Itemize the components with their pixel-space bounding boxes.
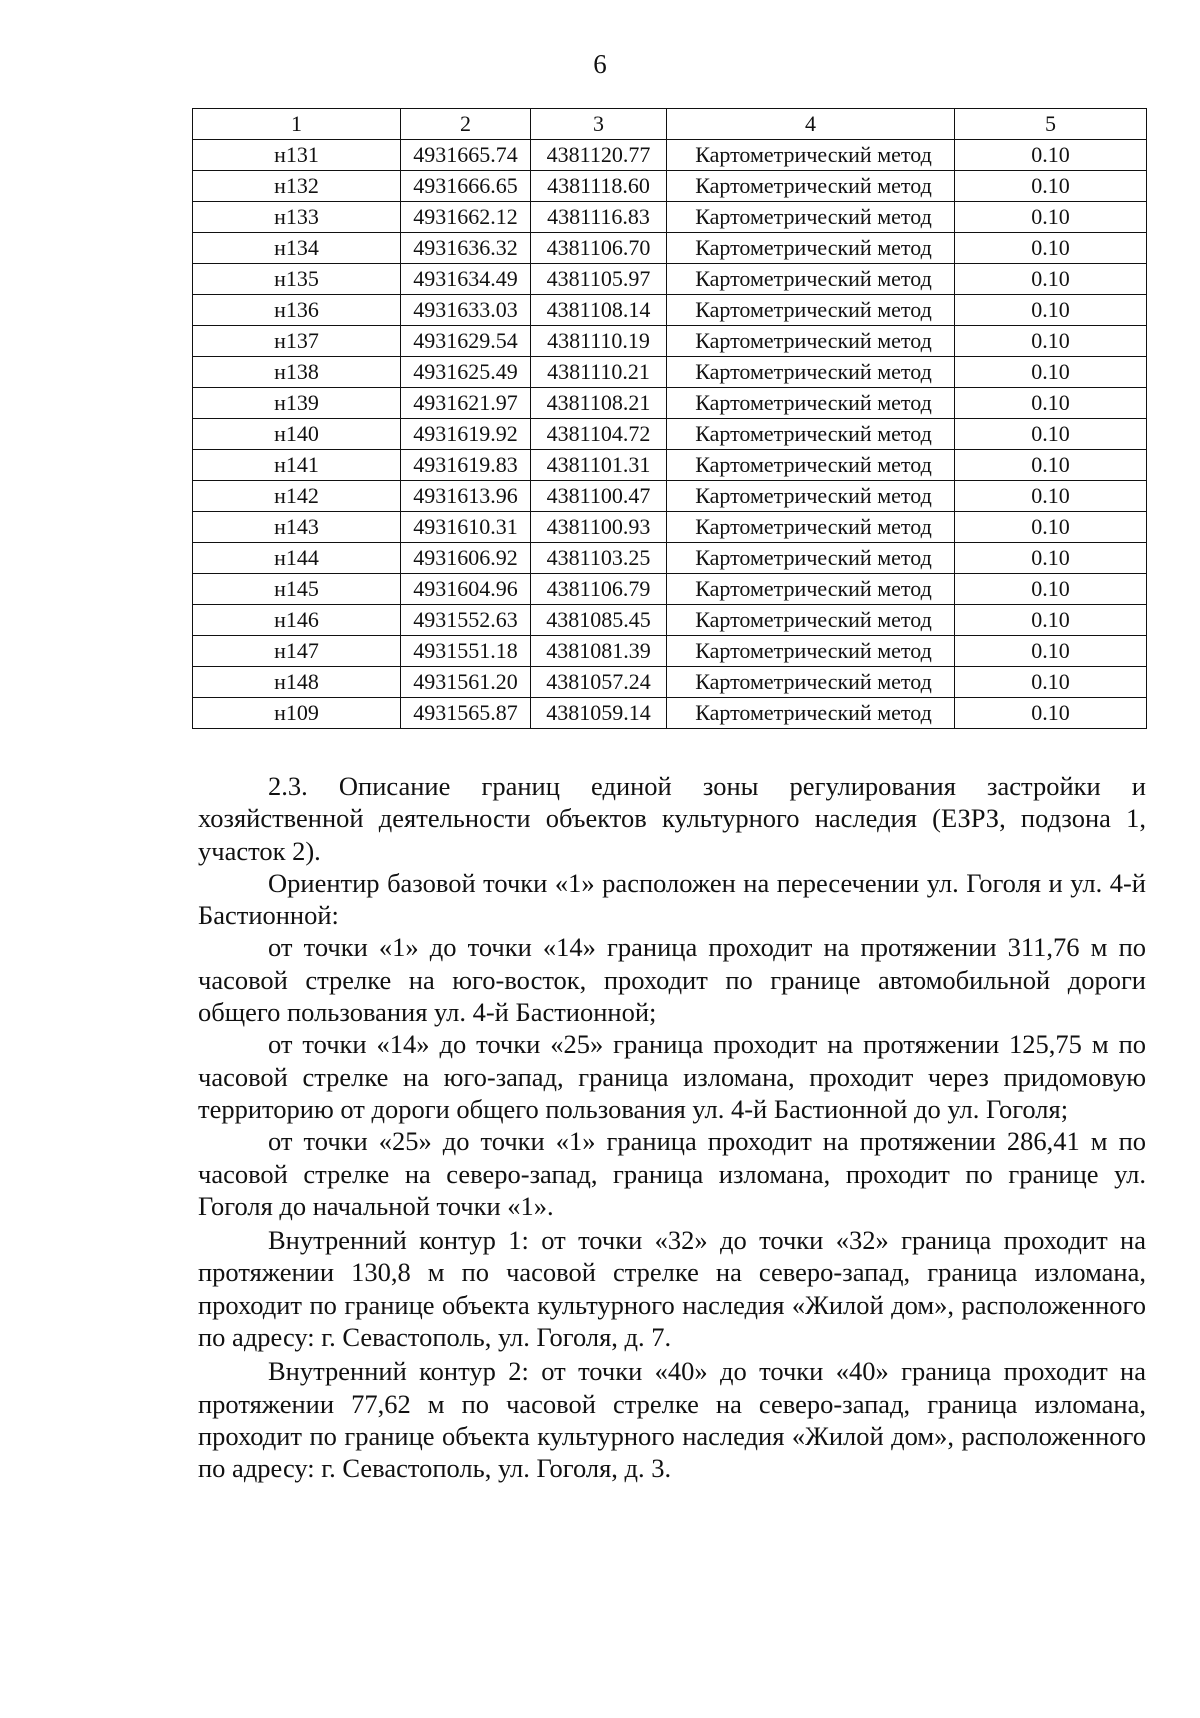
x-coordinate-cell: 4931613.96 <box>401 481 531 512</box>
y-coordinate-cell: 4381103.25 <box>531 543 667 574</box>
point-id-cell: н109 <box>193 698 401 729</box>
x-coordinate-cell: 4931604.96 <box>401 574 531 605</box>
y-coordinate-cell: 4381085.45 <box>531 605 667 636</box>
section-heading-paragraph: 2.3. Описание границ единой зоны регулирования застройки и хозяйственной деятельности объектов культурного наследия (ЕЗРЗ, подзона 1, участок 2). <box>198 771 1146 866</box>
method-cell: Картометрический метод <box>667 326 955 357</box>
text-paragraph: от точки «1» до точки «14» граница проходит на протяжении 311,76 м по часовой стрелке на юго-восток, проходит по границе автомобильной дороги общего пользования ул. 4-й Бастионной; <box>198 932 1146 1028</box>
accuracy-cell: 0.10 <box>955 605 1147 636</box>
text-paragraph: Ориентир базовой точки «1» расположен на пересечении ул. Гоголя и ул. 4-й Бастионной: <box>198 867 1146 931</box>
body-text <box>198 770 1146 1485</box>
coordinates-table <box>192 108 1147 729</box>
method-cell: Картометрический метод <box>667 450 955 481</box>
method-cell: Картометрический метод <box>667 233 955 264</box>
accuracy-cell: 0.10 <box>955 481 1147 512</box>
point-id-cell: н138 <box>193 357 401 388</box>
table-row <box>193 512 1147 543</box>
table-row <box>193 698 1147 729</box>
x-coordinate-cell: 4931552.63 <box>401 605 531 636</box>
table-row <box>193 326 1147 357</box>
x-coordinate-cell: 4931610.31 <box>401 512 531 543</box>
x-coordinate-cell: 4931665.74 <box>401 140 531 171</box>
point-id-cell: н135 <box>193 264 401 295</box>
y-coordinate-cell: 4381104.72 <box>531 419 667 450</box>
y-coordinate-cell: 4381120.77 <box>531 140 667 171</box>
table-row <box>193 574 1147 605</box>
y-coordinate-cell: 4381105.97 <box>531 264 667 295</box>
point-id-cell: н142 <box>193 481 401 512</box>
method-cell: Картометрический метод <box>667 419 955 450</box>
accuracy-cell: 0.10 <box>955 295 1147 326</box>
table-row <box>193 450 1147 481</box>
accuracy-cell: 0.10 <box>955 202 1147 233</box>
accuracy-cell: 0.10 <box>955 574 1147 605</box>
y-coordinate-cell: 4381108.21 <box>531 388 667 419</box>
table-row <box>193 667 1147 698</box>
point-id-cell: н148 <box>193 667 401 698</box>
accuracy-cell: 0.10 <box>955 450 1147 481</box>
y-coordinate-cell: 4381081.39 <box>531 636 667 667</box>
table-row <box>193 171 1147 202</box>
x-coordinate-cell: 4931619.92 <box>401 419 531 450</box>
y-coordinate-cell: 4381100.93 <box>531 512 667 543</box>
table-row <box>193 140 1147 171</box>
y-coordinate-cell: 4381110.21 <box>531 357 667 388</box>
x-coordinate-cell: 4931634.49 <box>401 264 531 295</box>
accuracy-cell: 0.10 <box>955 326 1147 357</box>
y-coordinate-cell: 4381118.60 <box>531 171 667 202</box>
table-row <box>193 295 1147 326</box>
method-cell: Картометрический метод <box>667 388 955 419</box>
point-id-cell: н139 <box>193 388 401 419</box>
y-coordinate-cell: 4381059.14 <box>531 698 667 729</box>
accuracy-cell: 0.10 <box>955 543 1147 574</box>
point-id-cell: н133 <box>193 202 401 233</box>
accuracy-cell: 0.10 <box>955 233 1147 264</box>
x-coordinate-cell: 4931551.18 <box>401 636 531 667</box>
accuracy-cell: 0.10 <box>955 388 1147 419</box>
point-id-cell: н147 <box>193 636 401 667</box>
accuracy-cell: 0.10 <box>955 636 1147 667</box>
column-header: 1 <box>193 109 401 140</box>
y-coordinate-cell: 4381106.79 <box>531 574 667 605</box>
column-header: 2 <box>401 109 531 140</box>
accuracy-cell: 0.10 <box>955 171 1147 202</box>
table-row <box>193 233 1147 264</box>
point-id-cell: н145 <box>193 574 401 605</box>
method-cell: Картометрический метод <box>667 667 955 698</box>
table-row <box>193 419 1147 450</box>
accuracy-cell: 0.10 <box>955 264 1147 295</box>
accuracy-cell: 0.10 <box>955 667 1147 698</box>
x-coordinate-cell: 4931629.54 <box>401 326 531 357</box>
method-cell: Картометрический метод <box>667 357 955 388</box>
y-coordinate-cell: 4381101.31 <box>531 450 667 481</box>
accuracy-cell: 0.10 <box>955 419 1147 450</box>
text-paragraph: от точки «25» до точки «1» граница проходит на протяжении 286,41 м по часовой стрелке на северо-запад, граница изломана, проходит по границе ул. Гоголя до начальной точки «1». <box>198 1126 1146 1221</box>
method-cell: Картометрический метод <box>667 481 955 512</box>
x-coordinate-cell: 4931633.03 <box>401 295 531 326</box>
y-coordinate-cell: 4381116.83 <box>531 202 667 233</box>
table-row <box>193 202 1147 233</box>
method-cell: Картометрический метод <box>667 140 955 171</box>
x-coordinate-cell: 4931561.20 <box>401 667 531 698</box>
x-coordinate-cell: 4931666.65 <box>401 171 531 202</box>
accuracy-cell: 0.10 <box>955 512 1147 543</box>
table-row <box>193 543 1147 574</box>
method-cell: Картометрический метод <box>667 171 955 202</box>
y-coordinate-cell: 4381057.24 <box>531 667 667 698</box>
point-id-cell: н140 <box>193 419 401 450</box>
point-id-cell: н143 <box>193 512 401 543</box>
table-row <box>193 481 1147 512</box>
x-coordinate-cell: 4931606.92 <box>401 543 531 574</box>
method-cell: Картометрический метод <box>667 264 955 295</box>
x-coordinate-cell: 4931662.12 <box>401 202 531 233</box>
page-number: 6 <box>593 49 607 79</box>
column-header: 3 <box>531 109 667 140</box>
x-coordinate-cell: 4931625.49 <box>401 357 531 388</box>
method-cell: Картометрический метод <box>667 605 955 636</box>
accuracy-cell: 0.10 <box>955 357 1147 388</box>
x-coordinate-cell: 4931636.32 <box>401 233 531 264</box>
point-id-cell: н131 <box>193 140 401 171</box>
x-coordinate-cell: 4931565.87 <box>401 698 531 729</box>
x-coordinate-cell: 4931619.83 <box>401 450 531 481</box>
table-body <box>193 140 1147 729</box>
point-id-cell: н132 <box>193 171 401 202</box>
table-row <box>193 357 1147 388</box>
point-id-cell: н136 <box>193 295 401 326</box>
accuracy-cell: 0.10 <box>955 140 1147 171</box>
point-id-cell: н134 <box>193 233 401 264</box>
y-coordinate-cell: 4381100.47 <box>531 481 667 512</box>
method-cell: Картометрический метод <box>667 698 955 729</box>
y-coordinate-cell: 4381106.70 <box>531 233 667 264</box>
method-cell: Картометрический метод <box>667 574 955 605</box>
method-cell: Картометрический метод <box>667 295 955 326</box>
y-coordinate-cell: 4381108.14 <box>531 295 667 326</box>
table-row <box>193 605 1147 636</box>
method-cell: Картометрический метод <box>667 543 955 574</box>
x-coordinate-cell: 4931621.97 <box>401 388 531 419</box>
column-header: 5 <box>955 109 1147 140</box>
text-paragraph: от точки «14» до точки «25» граница проходит на протяжении 125,75 м по часовой стрелке на юго-запад, граница изломана, проходит через придомовую территорию от дороги общего пользования ул. 4-й Бастионной до ул. Гоголя; <box>198 1029 1146 1124</box>
column-header: 4 <box>667 109 955 140</box>
method-cell: Картометрический метод <box>667 636 955 667</box>
method-cell: Картометрический метод <box>667 202 955 233</box>
point-id-cell: н137 <box>193 326 401 357</box>
point-id-cell: н141 <box>193 450 401 481</box>
y-coordinate-cell: 4381110.19 <box>531 326 667 357</box>
point-id-cell: н144 <box>193 543 401 574</box>
table-row <box>193 264 1147 295</box>
table-row <box>193 636 1147 667</box>
table-header-row <box>193 109 1147 140</box>
point-id-cell: н146 <box>193 605 401 636</box>
accuracy-cell: 0.10 <box>955 698 1147 729</box>
text-paragraph: Внутренний контур 2: от точки «40» до точки «40» граница проходит на протяжении 77,62 м по часовой стрелке на северо-запад, граница изломана, проходит по границе объекта культурного наследия «Жилой дом», расположенного по адресу: г. Севастополь, ул. Гоголя, д. 3. <box>198 1356 1146 1484</box>
text-paragraph: Внутренний контур 1: от точки «32» до точки «32» граница проходит на протяжении 130,8 м по часовой стрелке на северо-запад, граница изломана, проходит по границе объекта культурного наследия «Жилой дом», расположенного по адресу: г. Севастополь, ул. Гоголя, д. 7. <box>198 1225 1146 1353</box>
method-cell: Картометрический метод <box>667 512 955 543</box>
table-row <box>193 388 1147 419</box>
